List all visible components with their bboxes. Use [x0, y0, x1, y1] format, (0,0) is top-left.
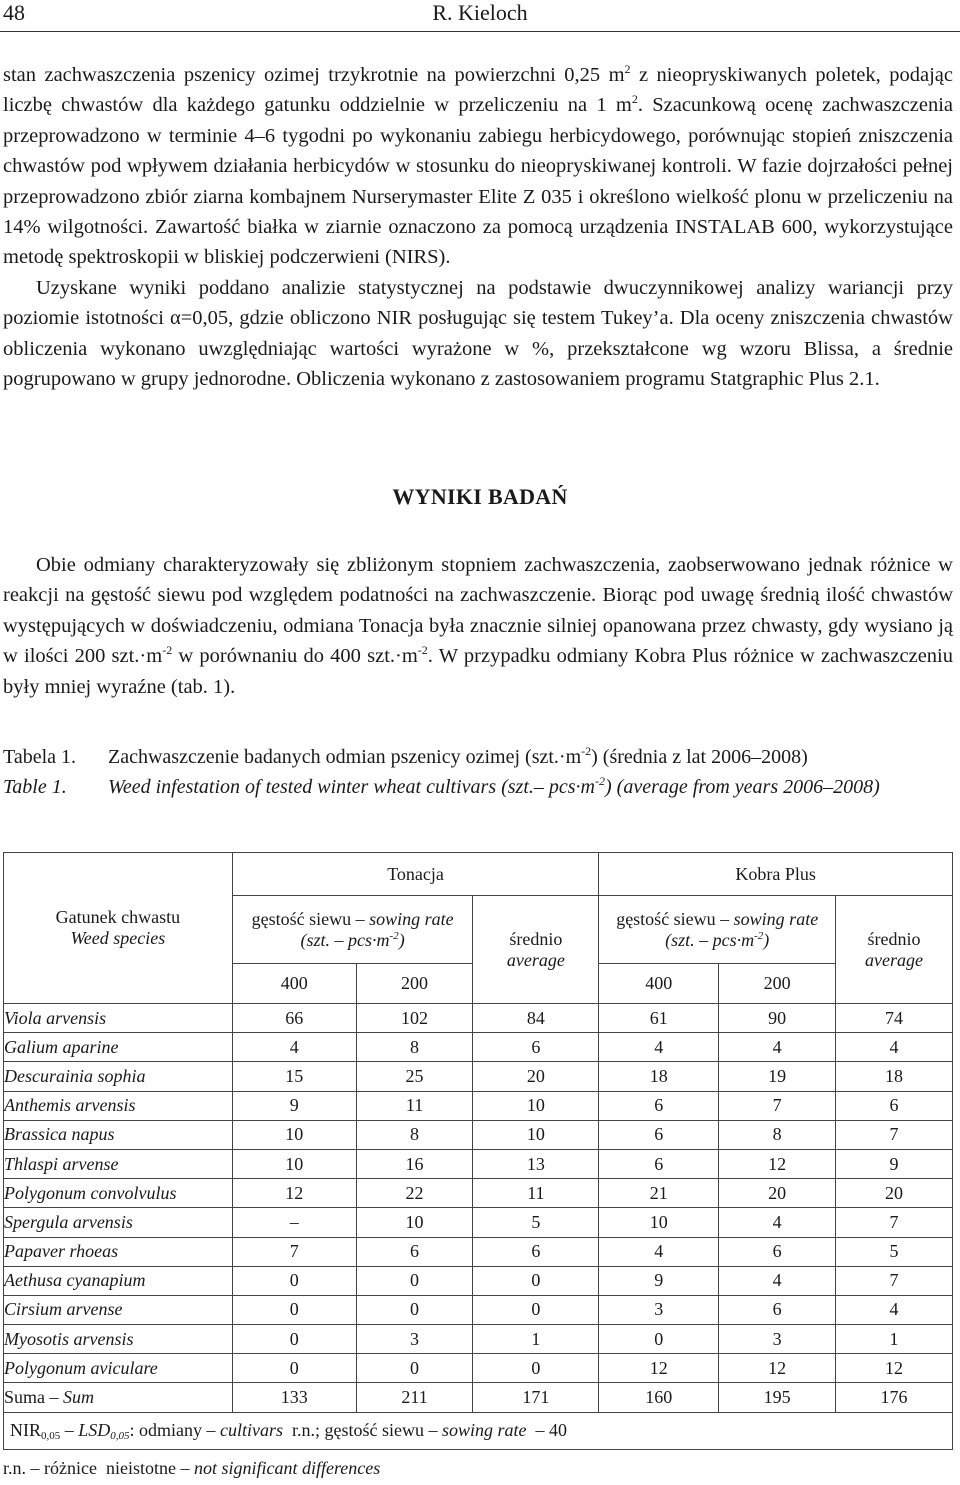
weed-count-cell: 6	[473, 1033, 599, 1062]
weed-count-cell: 0	[232, 1295, 356, 1324]
weed-count-cell: 11	[356, 1091, 473, 1120]
weed-count-cell: 8	[719, 1120, 836, 1149]
weed-count-cell: 0	[232, 1325, 356, 1354]
species-name: Descurainia sophia	[4, 1062, 233, 1091]
weed-count-cell: 1	[473, 1325, 599, 1354]
weed-count-cell: 6	[836, 1091, 953, 1120]
weed-count-cell: 9	[836, 1149, 953, 1178]
header-rate-400-1: 400	[232, 964, 356, 1004]
weed-count-cell: 21	[599, 1179, 719, 1208]
caption-polish: Tabela 1. Zachwaszczenie badanych odmian pszenicy ozimej $(szt.\cdot m^{-2})$ (średnia z lat 2006–2008)	[3, 744, 808, 768]
weed-count-cell: 61	[599, 1004, 719, 1033]
table-row	[4, 1120, 953, 1149]
weed-count-cell: 0	[232, 1266, 356, 1295]
weed-count-cell: 8	[356, 1033, 473, 1062]
weed-count-cell: 10	[473, 1091, 599, 1120]
weed-count-cell: 3	[719, 1325, 836, 1354]
table-row	[4, 1208, 953, 1237]
running-head-author: R. Kieloch	[432, 0, 528, 25]
section-heading: WYNIKI BADAŃ	[392, 484, 568, 509]
weed-count-cell: 4	[599, 1033, 719, 1062]
weed-count-cell: 6	[599, 1149, 719, 1178]
species-name: Papaver rhoeas	[4, 1237, 233, 1266]
weed-count-cell: 84	[473, 1004, 599, 1033]
weed-count-cell: 9	[232, 1091, 356, 1120]
species-name: Anthemis arvensis	[4, 1091, 233, 1120]
table-row	[4, 1062, 953, 1091]
methods-paragraph-2: Uzyskane wyniki poddano analizie statystycznej na podstawie dwuczynnikowej analizy wariancji przy poziomie istotności α=0,05, gdzie obliczono NIR posługując się testem Tukey’a. Dla oceny zniszczenia chwastów obliczenia wykonano uwzględniając wartości wyrażone w %, przekształcone wg wzoru Blissa, a średnie pogrupowano w grupy jednorodne. Obliczenia wykonano z zastosowaniem programu Statgraphic Plus 2.1.	[3, 276, 953, 391]
weed-count-cell: 0	[232, 1354, 356, 1383]
weed-count-cell: 10	[473, 1120, 599, 1149]
weed-count-cell: –	[232, 1208, 356, 1237]
weed-count-cell: 12	[599, 1354, 719, 1383]
species-name: Polygonum aviculare	[4, 1354, 233, 1383]
table-body	[4, 1004, 953, 1383]
weed-count-cell: 25	[356, 1062, 473, 1091]
weed-count-cell: 7	[719, 1091, 836, 1120]
weed-count-cell: 0	[599, 1325, 719, 1354]
weed-count-cell: 20	[473, 1062, 599, 1091]
weed-count-cell: 5	[473, 1208, 599, 1237]
table-caption	[3, 742, 955, 802]
species-name: Aethusa cyanapium	[4, 1266, 233, 1295]
footnote: r.n. – różnice nieistotne – not significant differences	[3, 1458, 381, 1478]
header-rate-200-1: 200	[356, 964, 473, 1004]
weed-count-cell: 7	[232, 1237, 356, 1266]
weed-count-cell: 0	[356, 1266, 473, 1295]
weed-count-cell: 20	[719, 1179, 836, 1208]
header-rule	[0, 31, 960, 32]
table-row	[4, 1325, 953, 1354]
weed-count-cell: 0	[473, 1295, 599, 1324]
species-name: Thlaspi arvense	[4, 1149, 233, 1178]
weed-count-cell: 3	[356, 1325, 473, 1354]
table-row	[4, 1295, 953, 1324]
weed-count-cell: 7	[836, 1208, 953, 1237]
weed-count-cell: 4	[232, 1033, 356, 1062]
weed-count-cell: 6	[599, 1091, 719, 1120]
species-name: Galium aparine	[4, 1033, 233, 1062]
header-cultivar-tonacja: Tonacja	[232, 853, 599, 896]
table-row-nir: $NIR_{0,05} - LSD_{0,05}$: odmiany – cultivars r.n.; gęstość siewu – sowing rate – 40	[4, 1412, 953, 1449]
weed-count-cell: 12	[719, 1354, 836, 1383]
weed-count-cell: 9	[599, 1266, 719, 1295]
weed-count-cell: 4	[836, 1033, 953, 1062]
table-row-sum: Suma – Sum 133 211 171 160 195 176	[4, 1383, 953, 1412]
weed-count-cell: 0	[356, 1295, 473, 1324]
weed-count-cell: 18	[836, 1062, 953, 1091]
page-number: 48	[3, 0, 25, 25]
species-name: Cirsium arvense	[4, 1295, 233, 1324]
weed-count-cell: 4	[719, 1266, 836, 1295]
table-row	[4, 1237, 953, 1266]
weed-count-cell: 7	[836, 1120, 953, 1149]
table-row	[4, 1179, 953, 1208]
page-header	[0, 0, 960, 36]
species-name: Brassica napus	[4, 1120, 233, 1149]
table-row	[4, 1266, 953, 1295]
weed-count-cell: 22	[356, 1179, 473, 1208]
header-rate-200-2: 200	[719, 964, 836, 1004]
weed-count-cell: 0	[473, 1266, 599, 1295]
weed-count-cell: 15	[232, 1062, 356, 1091]
weed-count-cell: 20	[836, 1179, 953, 1208]
results-paragraph: Obie odmiany charakteryzowały się zbliżonym stopniem zachwaszczenia, zaobserwowano jednak różnice w reakcji na gęstość siewu pod względem podatności na zachwaszczenie. Biorąc pod uwagę średnią ilość chwastów występujących w doświadczeniu, odmiana Tonacja była znacznie silniej opanowana przez chwasty, gdy wysiano ją w ilości 200 $szt.\cdot m^{-2}$ w porównaniu do 400 $szt.\cdot m^{-2}$. W przypadku odmiany Kobra Plus różnice w zachwaszczeniu były mniej wyraźne (tab. 1).	[3, 554, 953, 698]
species-name: Spergula arvensis	[4, 1208, 233, 1237]
results-text	[3, 550, 953, 702]
weed-count-cell: 4	[599, 1237, 719, 1266]
weed-count-cell: 11	[473, 1179, 599, 1208]
header-average-2: średnio average	[836, 896, 953, 1004]
header-average-1: średnio average	[473, 896, 599, 1004]
weed-count-cell: 19	[719, 1062, 836, 1091]
weed-count-cell: 6	[719, 1295, 836, 1324]
weed-count-cell: 13	[473, 1149, 599, 1178]
header-sowing-rate-1: gęstość siewu – sowing rate (szt. – $pcs\cdot m^{-2}$)	[232, 896, 473, 964]
weed-count-cell: 1	[836, 1325, 953, 1354]
species-name: Myosotis arvensis	[4, 1325, 233, 1354]
methods-paragraph-1: stan zachwaszczenia pszenicy ozimej trzykrotnie na powierzchni 0,25 $m^2$ z nieopryskiwanych poletek, podając liczbę chwastów dla każdego gatunku oddzielnie w przeliczeniu na 1 $m^2$. Szacunkową ocenę zachwaszczenia przeprowadzono w terminie 4–6 tygodni po wykonaniu zabiegu herbicydowego, porównując stopień zniszczenia chwastów pod wpływem działania herbicydów w stosunku do nieopryskiwanej kontroli. W fazie dojrzałości pełnej przeprowadzono zbiór ziarna kombajnem Nurserymaster Elite Z 035 i określono wielkość plonu w przeliczeniu na 14% wilgotności. Zawartość białka w ziarnie oznaczono za pomocą urządzenia INSTALAB 600, wykorzystujące metodę spektroskopii w bliskiej podczerwieni (NIRS).	[3, 62, 954, 269]
weed-count-cell: 74	[836, 1004, 953, 1033]
weed-count-cell: 6	[356, 1237, 473, 1266]
weed-infestation-table	[3, 852, 953, 1450]
weed-count-cell: 18	[599, 1062, 719, 1091]
weed-count-cell: 4	[719, 1033, 836, 1062]
weed-count-cell: 90	[719, 1004, 836, 1033]
weed-count-cell: 10	[232, 1149, 356, 1178]
weed-count-cell: 12	[719, 1149, 836, 1178]
header-weed-species: Gatunek chwastu Weed species	[4, 853, 233, 1004]
weed-count-cell: 0	[473, 1354, 599, 1383]
table-row	[4, 1004, 953, 1033]
caption-english: Table 1. Weed infestation of tested winter wheat cultivars (szt.– $pcs\cdot m^{-2}$) (average from years 2006–2008)	[3, 774, 880, 798]
weed-count-cell: 66	[232, 1004, 356, 1033]
table-row	[4, 1033, 953, 1062]
weed-count-cell: 4	[719, 1208, 836, 1237]
table-row	[4, 1354, 953, 1383]
weed-count-cell: 6	[719, 1237, 836, 1266]
weed-count-cell: 6	[473, 1237, 599, 1266]
weed-count-cell: 102	[356, 1004, 473, 1033]
weed-count-cell: 5	[836, 1237, 953, 1266]
header-sowing-rate-2: gęstość siewu – sowing rate (szt. – $pcs\cdot m^{-2}$)	[599, 896, 836, 964]
weed-count-cell: 10	[599, 1208, 719, 1237]
weed-count-cell: 10	[232, 1120, 356, 1149]
species-name: Polygonum convolvulus	[4, 1179, 233, 1208]
weed-count-cell: 16	[356, 1149, 473, 1178]
table-row	[4, 1091, 953, 1120]
methods-text	[3, 60, 953, 394]
species-name: Viola arvensis	[4, 1004, 233, 1033]
weed-count-cell: 12	[836, 1354, 953, 1383]
weed-count-cell: 7	[836, 1266, 953, 1295]
header-cultivar-kobra-plus: Kobra Plus	[599, 853, 953, 896]
weed-count-cell: 10	[356, 1208, 473, 1237]
weed-count-cell: 12	[232, 1179, 356, 1208]
weed-count-cell: 8	[356, 1120, 473, 1149]
table-row	[4, 1149, 953, 1178]
weed-count-cell: 6	[599, 1120, 719, 1149]
weed-count-cell: 3	[599, 1295, 719, 1324]
header-rate-400-2: 400	[599, 964, 719, 1004]
weed-count-cell: 0	[356, 1354, 473, 1383]
weed-count-cell: 4	[836, 1295, 953, 1324]
